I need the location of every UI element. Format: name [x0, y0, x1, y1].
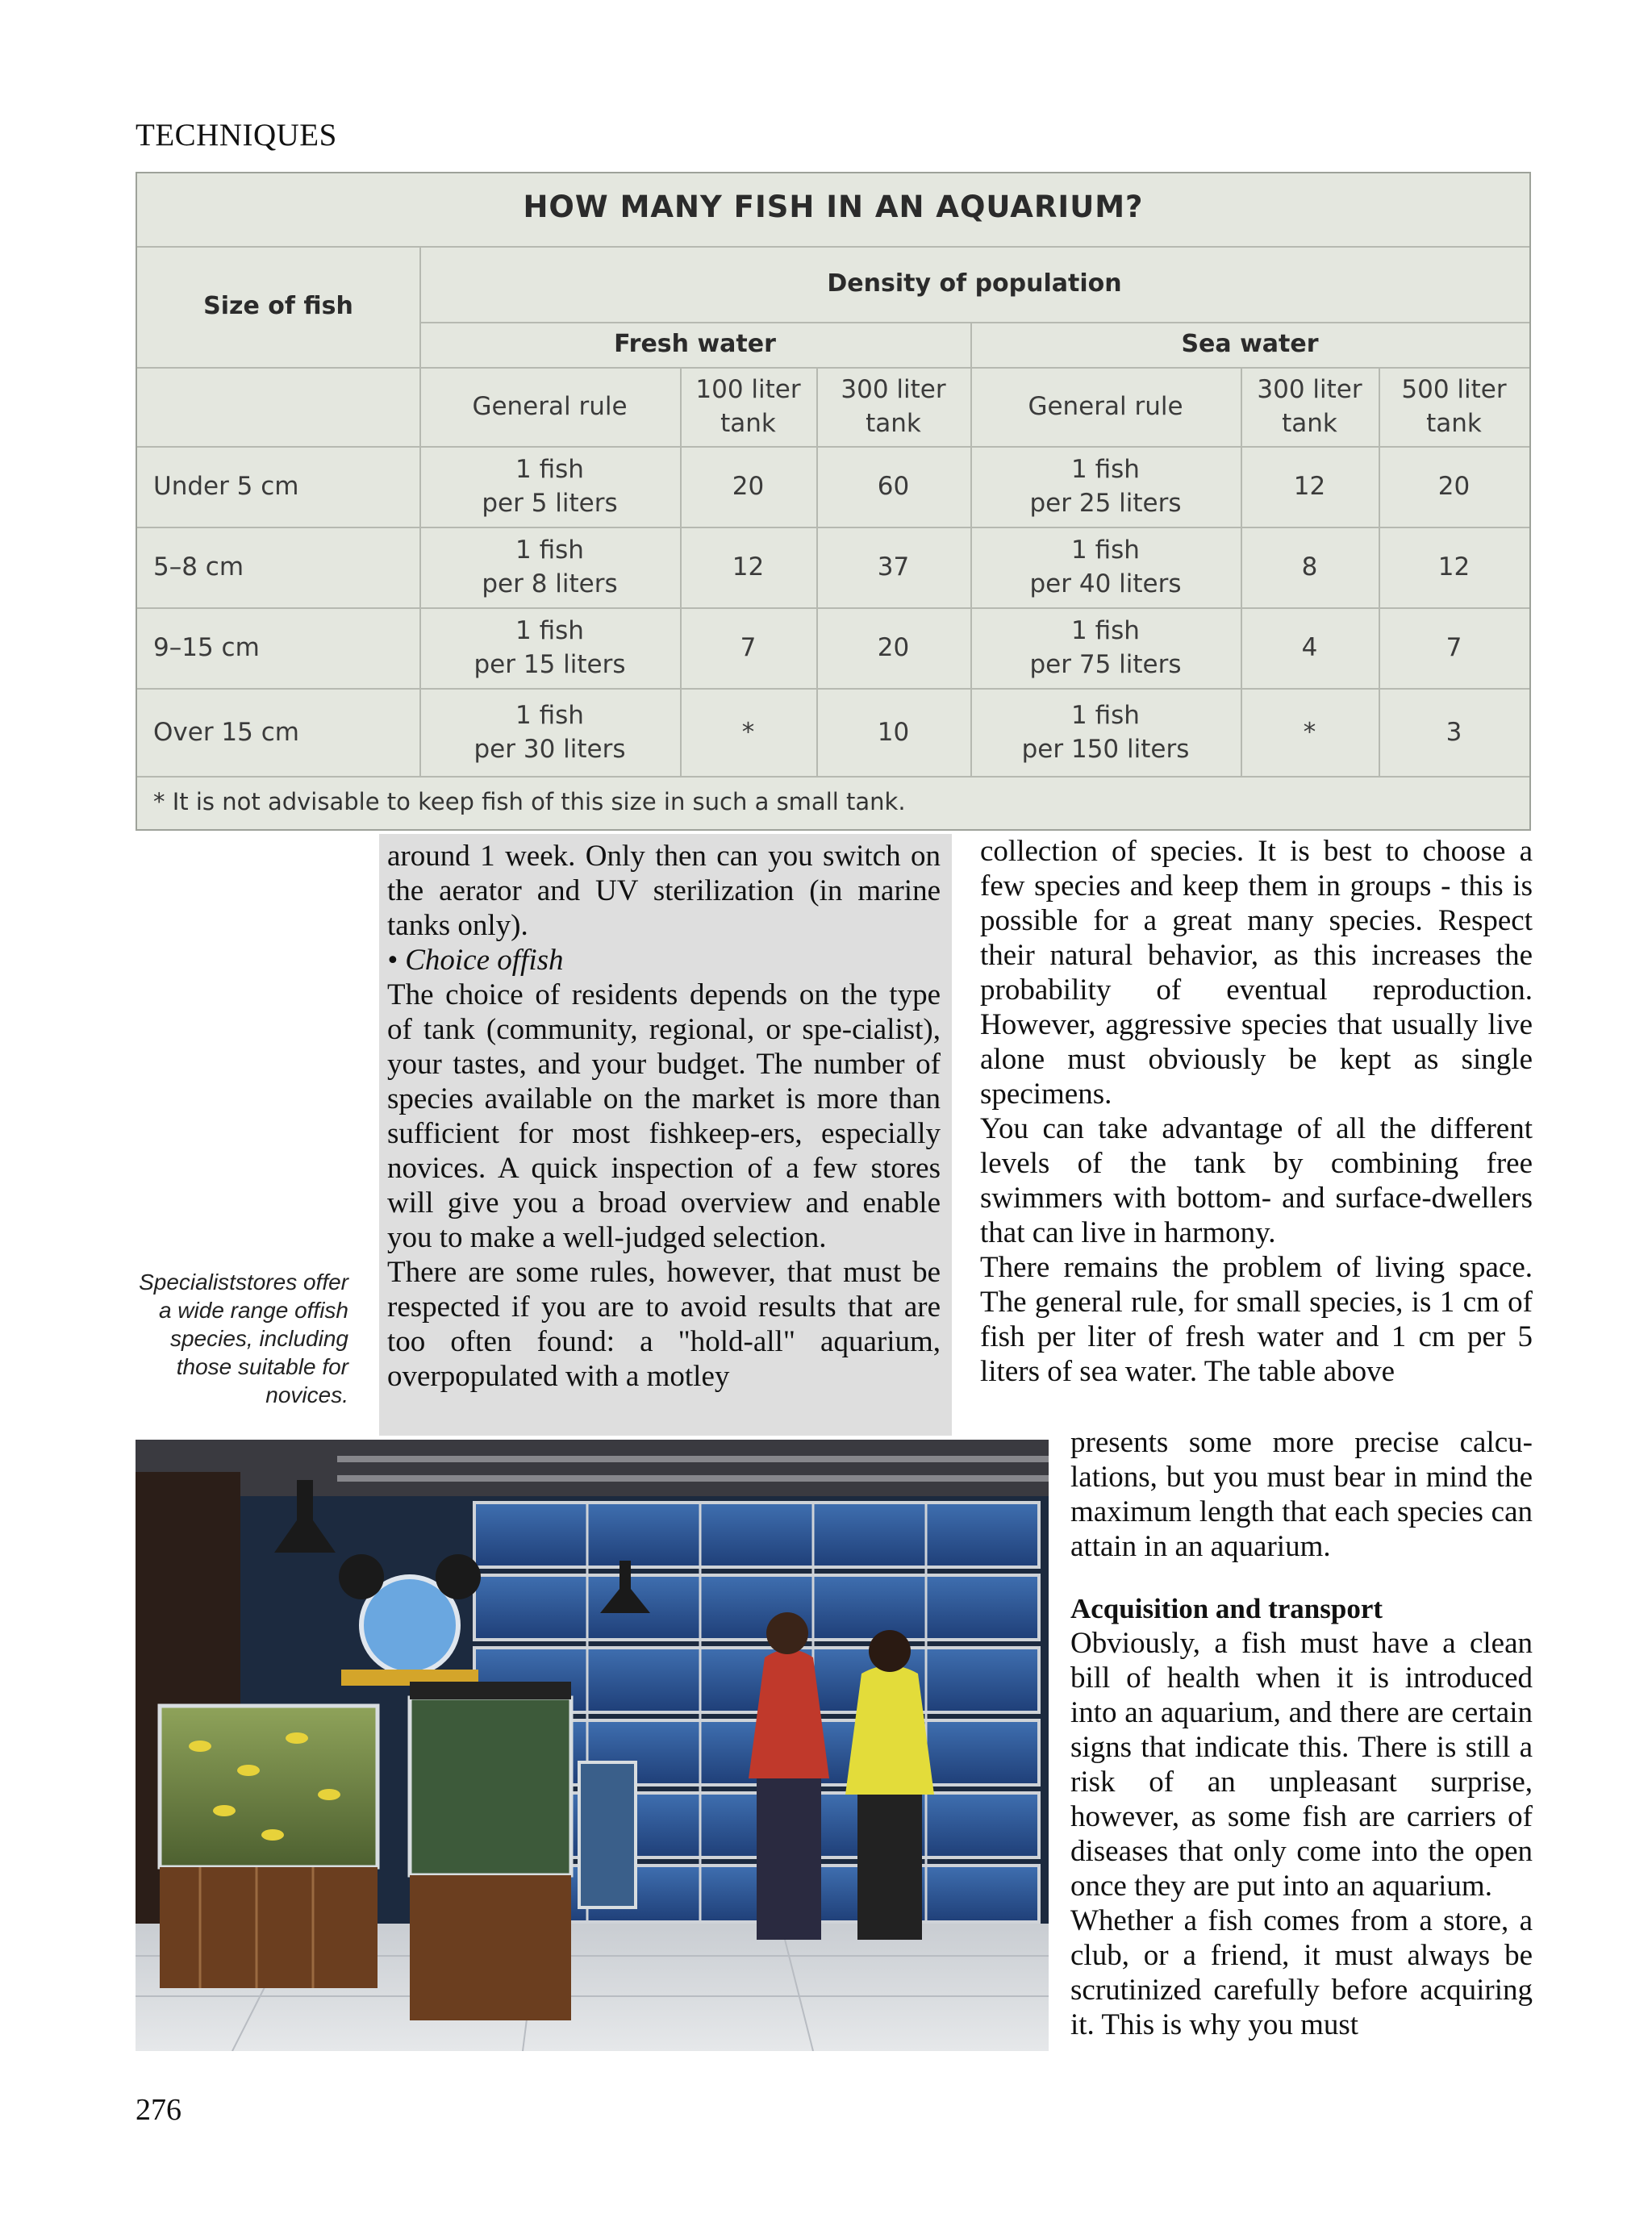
table-cell: 1 fish per 150 liters	[1021, 700, 1190, 764]
table-title: HOW MANY FISH IN AN AQUARIUM?	[523, 190, 1144, 224]
table-cell: 3	[1446, 717, 1462, 747]
table-cell: *	[741, 717, 755, 747]
table-cell: 4	[1301, 633, 1318, 662]
size-header: Size of fish	[203, 292, 353, 320]
paragraph: collection of species. It is best to choose a few species and keep them in groups - this is possible for a great many species. Respect their natural behavior, as this increases the probability of eventual reproduction. However, aggressive species that usually live alone must obviously be kept as single specimens.	[980, 835, 1533, 1111]
subheader-sea-general: General rule	[1028, 392, 1183, 421]
subheader-sea-300: 300 liter tank	[1257, 375, 1362, 438]
photo-caption: Specialiststores offer a wide range offish species, including those suitable for novices.	[139, 1270, 348, 1407]
table-row-size: Over 15 cm	[153, 717, 299, 747]
section-subheading: Acquisition and transport	[1070, 1593, 1383, 1624]
table-row-size: 9–15 cm	[153, 633, 260, 662]
table-cell: 1 fish per 40 liters	[1029, 536, 1182, 598]
subheading: • Choice offish	[387, 944, 564, 977]
sea-water-header: Sea water	[1181, 330, 1319, 358]
table-cell: 1 fish per 25 liters	[1029, 455, 1182, 518]
table-cell: 20	[732, 472, 765, 501]
text-column-right-lower	[1070, 1425, 1533, 2042]
paragraph: around 1 week. Only then can you switch on the aerator and UV sterilization (in marine tanks only).	[387, 840, 941, 942]
aquarium-store-photo	[136, 1440, 1049, 2051]
fish-density-table	[136, 172, 1531, 831]
paragraph: Obviously, a fish must have a clean bill of health when it is introduced into an aquarium, and there are certain signs that indicate this. There is still a risk of an unpleasant surprise, however, as some fish are carriers of diseases that only come into the open once they are put into an aquarium.	[1070, 1627, 1533, 1903]
table-cell: 1 fish per 15 liters	[473, 616, 626, 679]
table-cell: 12	[1437, 552, 1471, 582]
table-cell: 60	[877, 472, 910, 501]
table-cell: 8	[1301, 552, 1318, 582]
subheader-fresh-300: 300 liter tank	[841, 375, 946, 438]
table-cell: 7	[740, 633, 757, 662]
subheader-sea-500: 500 liter tank	[1401, 375, 1507, 438]
paragraph: There are some rules, however, that must be respected if you are to avoid results that are too often found: a "hold-all" aquarium, overpopulated with a motley	[387, 1256, 941, 1393]
table-cell: 20	[1437, 472, 1471, 501]
table-cell: 1 fish per 75 liters	[1029, 616, 1182, 679]
table-cell: 7	[1446, 633, 1462, 662]
page-number: 276	[136, 2093, 181, 2127]
table-cell: 10	[877, 717, 910, 747]
table-cell: 37	[877, 552, 910, 582]
table-footnote: * It is not advisable to keep fish of this size in such a small tank.	[153, 788, 906, 815]
paragraph: Whether a fish comes from a store, a club, or a friend, it must always be scrutinized carefully before acquiring it. This is why you must	[1070, 1904, 1533, 2041]
section-heading: TECHNIQUES	[136, 118, 337, 152]
table-row-size: 5–8 cm	[153, 552, 244, 582]
paragraph: You can take advantage of all the different levels of the tank by combining free swimmers with bottom- and surface-dwellers that can live in harmony.	[980, 1112, 1533, 1249]
table-cell: 1 fish per 8 liters	[482, 536, 618, 598]
table-cell: *	[1303, 717, 1316, 747]
density-header: Density of population	[827, 269, 1122, 298]
table-cell: 1 fish per 5 liters	[482, 455, 618, 518]
paragraph: The choice of residents depends on the type of tank (community, regional, or spe-cialist), your tastes, and your budget. The number of species available on the market is more than sufficient for most fishkeep-ers, especially novices. A quick inspection of a few stores will give you a broad overview and enable you to make a well-judged selection.	[387, 978, 941, 1254]
table-cell: 1 fish per 30 liters	[473, 700, 626, 764]
table-row-size: Under 5 cm	[153, 472, 299, 501]
fresh-water-header: Fresh water	[614, 330, 776, 358]
text-column-right	[980, 834, 1533, 1389]
table-cell: 12	[732, 552, 765, 582]
subheader-fresh-100: 100 liter tank	[695, 375, 801, 438]
subheader-fresh-general: General rule	[472, 392, 628, 421]
table-cell: 12	[1293, 472, 1326, 501]
paragraph: There remains the problem of living space. The general rule, for small species, is 1 cm of fish per liter of fresh water and 1 cm per 5 liters of sea water. The table above	[980, 1251, 1533, 1388]
paragraph: presents some more precise calcu-lations, but you must bear in mind the maximum length that each species can attain in an aquarium.	[1070, 1426, 1533, 1563]
text-column-middle	[379, 834, 952, 1436]
table-cell: 20	[877, 633, 910, 662]
